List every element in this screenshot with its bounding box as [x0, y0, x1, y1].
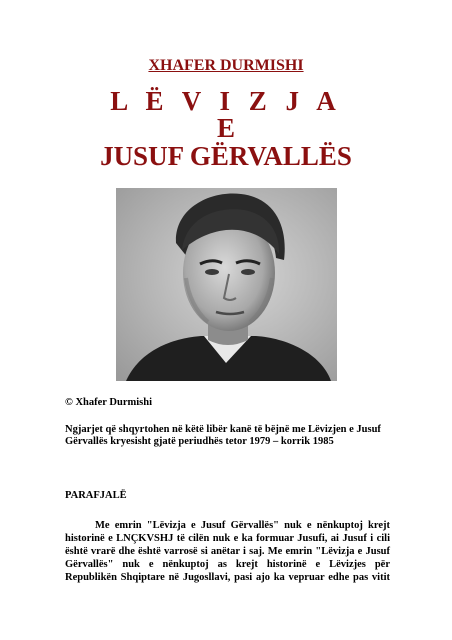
title-line-2: E: [216, 113, 235, 143]
section-heading: PARAFJALË: [65, 490, 127, 501]
body-paragraph: [65, 519, 390, 584]
copyright-notice: © Xhafer Durmishi: [65, 397, 152, 408]
paragraph-line: Me emrin "Lëvizja e Jusuf Gërvallës" nuk e nënkuptoj krejt: [95, 520, 390, 531]
paragraph-line: historinë e LNÇKVSHJ të cilën nuk e ka formuar Jusufi, ai Jusuf i cili: [65, 533, 390, 544]
paragraph-line: Republikën Shqiptare në Jugosllavi, pasi ajo ka vepruar edhe pas vitit: [65, 572, 390, 583]
title-line-1: L Ë V I Z J A: [110, 86, 342, 116]
portrait-photo: [116, 188, 337, 381]
intro-line: Gërvallës kryesisht gjatë periudhës tetor 1979 – korrik 1985: [65, 436, 334, 447]
portrait-illustration: [116, 188, 337, 381]
intro-line: Ngjarjet që shqyrtohen në këtë libër kanë të bëjnë me Lëvizjen e Jusuf: [65, 424, 381, 435]
author-name: XHAFER DURMISHI: [148, 57, 304, 74]
paragraph-line: Gërvallës" nuk e nënkuptoj as krejt historinë e Lëvizjes për: [65, 559, 390, 570]
title-line-3: JUSUF GËRVALLËS: [100, 141, 352, 171]
paragraph-line: është vrarë dhe është varrosë si anëtar i saj. Me emrin "Lëvizja e Jusuf: [65, 546, 390, 557]
intro-text: [65, 424, 387, 448]
